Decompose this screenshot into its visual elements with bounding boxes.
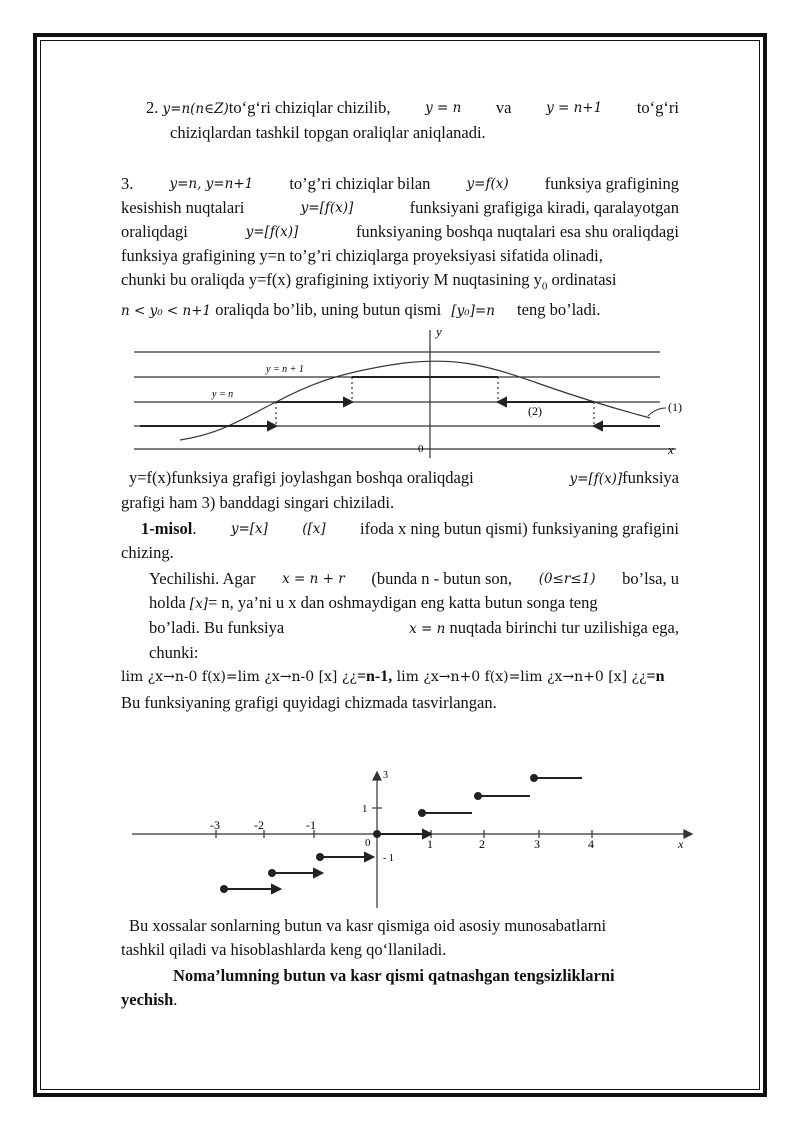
x-tick-label: 1 [427,837,433,851]
formula-result: =n [646,668,665,685]
text: bo’ladi. Bu funksiya [149,618,285,637]
x-tick-label: -2 [254,818,264,832]
item-number: 2. [146,98,159,117]
function-curve [180,361,650,440]
y-tick-label: 1 [362,803,368,815]
heading-line-2: yechish [121,990,174,1009]
item-3 [121,172,679,323]
text: ordinatasi [547,270,617,289]
paragraph-line-1 [121,466,679,491]
text: (bunda n - butun son, [371,569,513,588]
text: funksiya grafigining y=n to’g’ri chiziqlarga proyeksiyasi sifatida olinadi, [121,246,603,265]
y-tick-label: - 1 [383,853,394,864]
formula: y=[f(x)] [300,200,354,216]
step-point [531,775,537,781]
solution-line-4: chunki: [149,643,199,662]
paragraph-line-2: grafigi ham 3) banddagi singari chiziladi. [121,493,395,512]
figure-1-graph [120,322,680,462]
solution-line-1 [149,567,679,591]
arrow-head [373,772,381,780]
solution [149,567,679,665]
text: chunki bu oraliqda y=f(x) grafigining ixtiyoriy M nuqtasining y [121,270,542,289]
text: funksiyaning boshqa nuqtalari esa shu oraliqdagi [355,222,679,241]
arrow-head [365,853,373,861]
text: nuqtada birinchi tur uzilishiga ega, [449,618,679,637]
text: bo’lsa, u [622,569,679,588]
arrow-head [344,398,352,406]
x-tick-label: 2 [479,837,485,851]
x-tick-label: -1 [306,818,316,832]
formula: x = n + r [282,571,345,587]
text: oraliqdagi [121,222,188,241]
formula: [x] [189,596,208,612]
example-1 [121,517,679,565]
text: funksiya grafigining [544,174,679,193]
formula: (0≤r≤1) [538,571,596,587]
formula: y=[f(x)] [245,224,299,240]
figure-2-floor-graph [120,762,700,912]
item-number: 3. [121,174,134,193]
limits-line [121,665,679,690]
item-3-line-6 [121,298,679,323]
text: y=f(x)funksiya grafigi joylashgan boshqa oraliqdagi [129,468,474,487]
text: funksiyani grafigiga kiradi, qaralayotgan [409,198,679,217]
heading-line-1: Noma’lumning butun va kasr qismi qatnashgan tengsizliklarni [173,966,615,985]
step-point [221,886,227,892]
arrow-head [314,869,322,877]
step-point [317,854,323,860]
item-2 [146,96,679,145]
step-point [419,810,425,816]
formula: lim ¿x→n-0 f(x)=lim ¿x→n-0 [x] ¿¿ [121,669,357,685]
text: holda [149,593,186,612]
arrow-head [498,398,506,406]
text: to‘g‘ri chiziqlar chizilib, [228,98,391,117]
formula: n < y₀ < n+1 [121,303,212,320]
step-point [475,793,481,799]
formula: y=[x] [230,521,268,537]
closing-paragraph [121,914,679,1012]
curve-label: (1) [668,400,682,414]
item-3-line-5 [121,268,679,298]
text: . [173,990,178,1009]
solution-line-3 [149,616,679,641]
line-label: y = n + 1 [266,364,304,375]
paragraph-after-figure-1 [121,466,679,515]
formula: y = n+1 [546,100,603,116]
arrow-head [594,422,602,430]
closing-line-2: tashkil qiladi va hisoblashlarda keng qo‘llaniladi. [121,940,447,959]
text: Yechilishi. Agar [149,569,256,588]
formula: y = n [425,100,462,116]
figure-2-caption: Bu funksiyaning grafigi quyidagi chizmada tasvirlangan. [121,693,497,712]
step-point [269,870,275,876]
text: to’g’ri chiziqlar bilan [289,174,431,193]
text: to‘g‘ri [636,98,679,117]
step-point [374,831,380,837]
formula: y=n(n∈Z) [162,101,229,117]
origin-label: 0 [365,837,371,849]
text: oraliqda bo’lib, uning butun qismi [215,300,442,320]
formula: [y₀]=n [451,303,495,320]
formula: lim ¿x→n+0 f(x)=lim ¿x→n+0 [x] ¿¿ [392,669,647,685]
item-3-line-4 [121,244,679,268]
arrow-head [272,885,280,893]
x-tick-label: 4 [588,837,594,851]
section-heading [121,964,679,988]
item-3-line-2 [121,196,679,220]
solution-line-2 [149,591,679,616]
x-tick-label: -3 [210,818,220,832]
y-axis-label: y [436,324,442,339]
x-axis-label: x [678,837,684,851]
arrow-head [268,422,276,430]
item-2-line-2: chiziqlardan tashkil topgan oraliqlar aniqlanadi. [170,123,486,142]
y-tick-label: 3 [383,770,388,781]
x-axis-label: x [668,442,674,457]
text: funksiya [622,468,679,487]
formula-result: =n-1, [356,668,393,685]
text: = n, ya’ni u x dan oshmaydigan eng katta butun songa teng [207,593,598,612]
formula: x = n [409,621,446,637]
curve-label: (2) [528,404,542,418]
text: ifoda x ning butun qismi) funksiyaning grafigini [360,519,679,538]
formula: y=f(x) [466,176,509,192]
closing-line-1: Bu xossalar sonlarning butun va kasr qismiga oid asosiy munosabatlarni [129,916,607,935]
item-2-line-1 [146,96,679,121]
text: . [192,519,197,538]
example-line-2: chizing. [121,543,174,562]
item-3-line-3 [121,220,679,244]
text: kesishish nuqtalari [121,198,245,217]
example-label: 1-misol [141,519,193,538]
arrow-head [684,830,692,838]
line-label: y = n [212,389,234,400]
label-pointer [648,408,666,416]
item-3-line-1 [121,172,679,196]
x-tick-label: 3 [534,837,540,851]
text: va [495,98,512,117]
text: teng bo’ladi. [517,300,601,320]
subscript: 0 [541,280,548,293]
formula: y=[f(x)] [569,471,623,487]
formula: ([x] [302,521,326,537]
origin-label: 0 [418,443,424,455]
formula: y=n, y=n+1 [169,176,254,192]
example-line-1 [121,517,679,541]
